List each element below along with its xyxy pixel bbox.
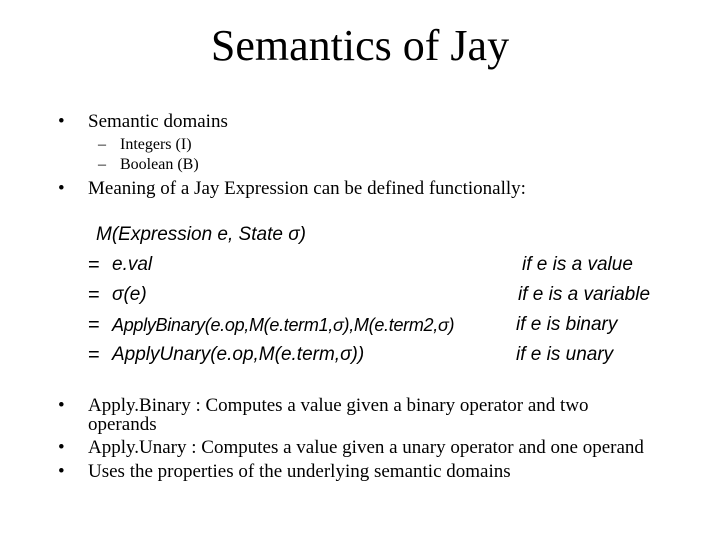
bullet-text: Semantic domains xyxy=(88,111,228,132)
bullet-dot: • xyxy=(58,395,65,416)
bullet-text: Apply.Unary : Computes a value given a unary operator and one operand xyxy=(88,437,644,458)
equation-row-lhs: ApplyBinary(e.op,M(e.term1,σ),M(e.term2,σ) xyxy=(112,315,455,335)
sub-bullet-text: Boolean (B) xyxy=(120,156,199,173)
equation-row-condition: if e is a value xyxy=(522,254,633,275)
equation-row-lhs: σ(e) xyxy=(112,284,147,305)
bullet-dot: • xyxy=(58,461,65,482)
sub-bullet-dash: – xyxy=(98,156,106,173)
equals-sign: = xyxy=(88,314,100,336)
equation-row-condition: if e is binary xyxy=(516,314,618,335)
bullet-text: Meaning of a Jay Expression can be defined functionally: xyxy=(88,178,526,199)
slide-title: Semantics of Jay xyxy=(210,21,510,70)
bullet-dot: • xyxy=(58,178,65,199)
equation-row-lhs: e.val xyxy=(112,254,153,275)
sub-bullet-text: Integers (I) xyxy=(120,136,192,153)
equals-sign: = xyxy=(88,254,100,276)
equation-row-condition: if e is unary xyxy=(516,344,614,365)
equals-sign: = xyxy=(88,284,100,306)
equation-head: M(Expression e, State σ) xyxy=(96,224,306,245)
equation-row-condition: if e is a variable xyxy=(518,284,651,305)
sub-bullet-dash: – xyxy=(98,136,106,153)
equals-sign: = xyxy=(88,344,100,366)
bullet-text: Uses the properties of the underlying semantic domains xyxy=(88,461,511,482)
bullet-dot: • xyxy=(58,437,65,458)
bullet-dot: • xyxy=(58,111,65,132)
bullet-text: Apply.Binary : Computes a value given a binary operator and two xyxy=(88,395,589,416)
equation-row-lhs: ApplyUnary(e.op,M(e.term,σ)) xyxy=(112,344,365,365)
bullet-apply-binary-continuation: operands xyxy=(88,414,157,435)
